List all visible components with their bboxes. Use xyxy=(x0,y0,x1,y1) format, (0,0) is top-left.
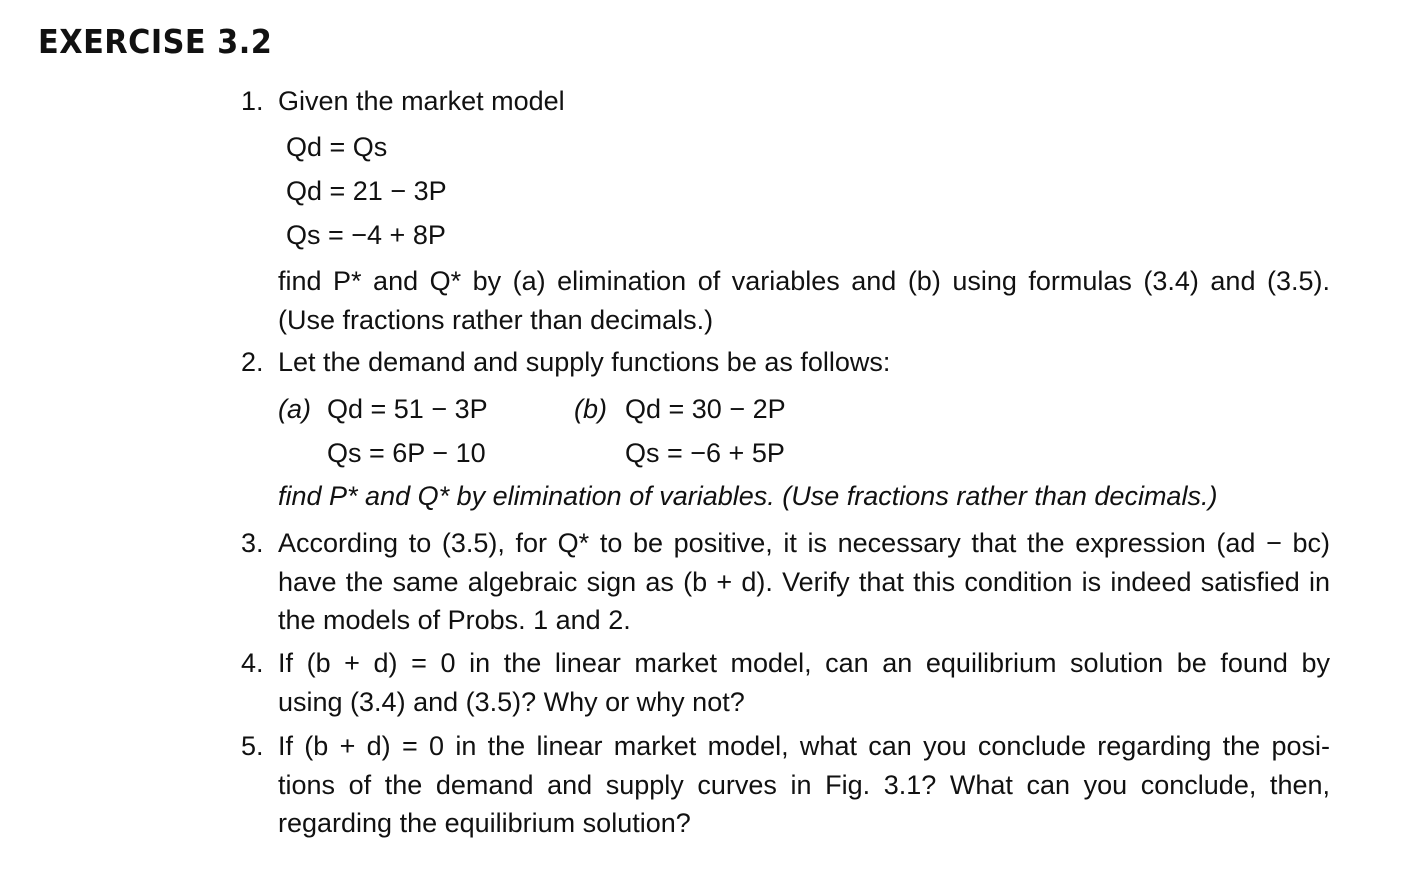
problem-3-number: 3. xyxy=(241,528,264,558)
problem-5-number: 5. xyxy=(241,731,264,761)
problem-5-text-line-1: If (b + d) = 0 in the linear market model, what can you conclude regarding the posi- xyxy=(278,731,1330,761)
problem-1-intro: Given the market model xyxy=(278,86,565,116)
problem-3-text-line-2: have the same algebraic sign as (b + d). Verify that this condition is indeed satisfied in xyxy=(278,566,1330,597)
problem-1-text xyxy=(278,262,1330,339)
problem-1-text-line-2: (Use fractions rather than decimals.) xyxy=(278,304,714,335)
problem-2-part-a-demand: Qd = 51 − 3P xyxy=(327,394,488,424)
problem-4-text xyxy=(278,644,1330,721)
problem-1-equation-2: Qd = 21 − 3P xyxy=(286,176,447,206)
problem-5-text-line-3: regarding the equilibrium solution? xyxy=(278,808,691,838)
problem-3-text xyxy=(278,524,1330,640)
problem-1-equation-3: Qs = −4 + 8P xyxy=(286,220,446,250)
problem-4-text-line-1: If (b + d) = 0 in the linear market model, can an equilibrium solution be found by xyxy=(278,648,1330,678)
problem-2-part-b-demand: Qd = 30 − 2P xyxy=(625,394,786,424)
exercise-heading: EXERCISE 3.2 xyxy=(38,22,273,61)
problem-1-equation-1: Qd = Qs xyxy=(286,132,388,162)
problem-4-text-line-2: using (3.4) and (3.5)? Why or why not? xyxy=(278,686,745,717)
problem-2-part-b-supply: Qs = −6 + 5P xyxy=(625,438,785,468)
problem-4-number: 4. xyxy=(241,648,264,678)
problem-1-number: 1. xyxy=(241,86,264,116)
problem-3-text-line-1: According to (3.5), for Q* to be positive, it is necessary that the expression (ad − bc) xyxy=(278,528,1330,558)
problem-3-text-line-3: the models of Probs. 1 and 2. xyxy=(278,605,631,635)
problem-2-number: 2. xyxy=(241,347,264,377)
problem-5-text-line-2: tions of the demand and supply curves in Fig. 3.1? What can you conclude, then, xyxy=(278,769,1330,800)
problem-1-text-line-1: find P* and Q* by (a) elimination of variables and (b) using formulas (3.4) and (3.5). xyxy=(278,266,1330,296)
problem-2-part-b-label: (b) xyxy=(574,394,607,424)
problem-2-part-a-label: (a) xyxy=(278,394,311,424)
problem-2-text: find P* and Q* by elimination of variables. (Use fractions rather than decimals.) xyxy=(278,481,1218,511)
problem-2-intro: Let the demand and supply functions be as follows: xyxy=(278,347,891,377)
problem-5-text xyxy=(278,727,1330,843)
problem-2-part-a-supply: Qs = 6P − 10 xyxy=(327,438,486,468)
